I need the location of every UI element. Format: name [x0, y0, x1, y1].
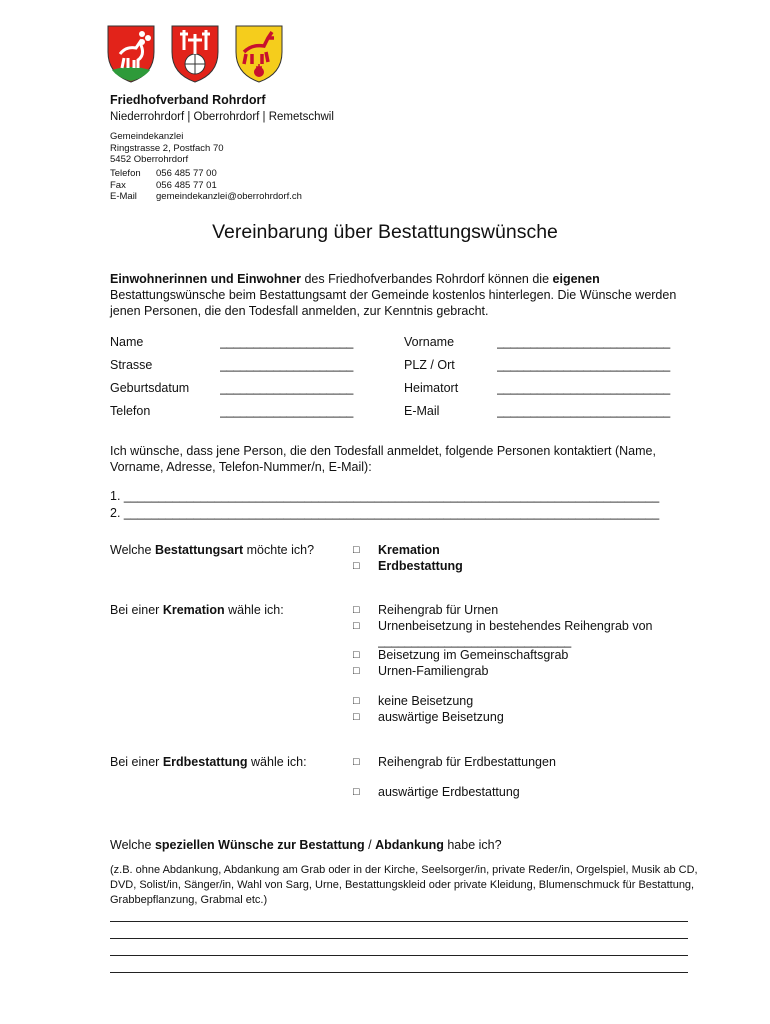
checkbox-gemeinschaftsgrab[interactable]: □	[353, 649, 360, 661]
question-bestattungsart	[110, 543, 314, 557]
contact-label: Fax	[110, 179, 126, 191]
question-text: Welche	[110, 543, 155, 557]
question-erdbestattung	[110, 755, 307, 769]
question-text: habe ich?	[443, 838, 502, 852]
question-kremation	[110, 603, 284, 617]
field-strasse[interactable]: ____________________	[220, 358, 354, 372]
checkbox-reihengrab-urnen[interactable]: □	[353, 604, 360, 616]
wishes-line-2[interactable]	[110, 938, 688, 939]
contact-label: E-Mail	[110, 191, 137, 203]
field-label-name: Name	[110, 335, 144, 349]
document-title: Vereinbarung über Bestattungswünsche	[212, 221, 558, 243]
field-label-telefon: Telefon	[110, 404, 151, 418]
field-label-geburtsdatum: Geburtsdatum	[110, 381, 190, 395]
option-reihengrab-erd: Reihengrab für Erdbestattungen	[378, 755, 556, 769]
question-bold: speziellen Wünsche zur Bestattung	[154, 838, 365, 852]
checkbox-reihengrab-erd[interactable]: □	[353, 756, 360, 768]
question-wishes	[110, 838, 502, 852]
wishes-note: (z.B. ohne Abdankung, Abdankung am Grab oder in der Kirche, Seelsorger/in, private Reder/in, Orgelspiel, Musik ab CD, DVD, Solist/in, Sänger/in, Wahl von Sarg, Urne, Bestattungskleid oder private Kleidung, Blumenschmuck für Bestattung, Grabbepflanzung, Grabmal etc.)	[110, 864, 698, 906]
address-line: Gemeindekanzlei	[110, 131, 184, 142]
address-line: Ringstrasse 2, Postfach 70	[110, 142, 224, 154]
option-auswaertige-erd: auswärtige Erdbestattung	[378, 785, 520, 799]
question-text: /	[364, 838, 376, 852]
option-urnenbeisetzung: Urnenbeisetzung in bestehendes Reihengrab von	[378, 619, 653, 633]
checkbox-urnenbeisetzung[interactable]: □	[353, 620, 360, 632]
crest-remetschwil-icon	[236, 26, 282, 82]
field-email[interactable]: __________________________	[497, 404, 670, 418]
question-text: Bei einer	[110, 603, 163, 617]
intro-text: Bestattungswünsche beim Bestattungsamt der Gemeinde kostenlos hinterlegen. Die Wünsche werden jenen Personen, die den Todesfall anmelden, zur Kenntnis gebracht.	[110, 288, 677, 318]
crest-niederrohrdorf-icon	[108, 26, 154, 82]
field-label-heimatort: Heimatort	[404, 381, 459, 395]
option-gemeinschaftsgrab: Beisetzung im Gemeinschaftsgrab	[378, 648, 569, 662]
question-bold: Abdankung	[375, 838, 444, 852]
intro-paragraph	[110, 271, 700, 319]
wishes-line-1[interactable]	[110, 921, 688, 922]
crest-oberrohrdorf-icon	[172, 26, 218, 82]
field-plz-ort[interactable]: __________________________	[497, 358, 670, 372]
org-subtitle: Niederrohrdorf | Oberrohrdorf | Remetschwil	[110, 111, 334, 123]
intro-text: des Friedhofverbandes Rohrdorf können die	[300, 272, 553, 286]
question-text: möchte ich?	[243, 543, 315, 557]
coats-of-arms	[106, 24, 286, 84]
option-erdbestattung: Erdbestattung	[378, 559, 463, 573]
contact-email[interactable]: gemeindekanzlei@oberrohrdorf.ch	[156, 191, 302, 203]
option-keine-beisetzung: keine Beisetzung	[378, 694, 474, 708]
contact-persons-paragraph: Ich wünsche, dass jene Person, die den Todesfall anmeldet, folgende Personen kontaktiert (Name, Vorname, Adresse, Telefon-Nummer/n, E-Mail):	[110, 444, 656, 474]
field-label-vorname: Vorname	[404, 335, 455, 349]
field-telefon[interactable]: ____________________	[220, 404, 354, 418]
field-label-email: E-Mail	[404, 404, 440, 418]
checkbox-auswaertige-erd[interactable]: □	[353, 786, 360, 798]
contact-value: 056 485 77 01	[156, 179, 217, 191]
option-auswaertige-beisetzung: auswärtige Beisetzung	[378, 710, 504, 724]
checkbox-keine-beisetzung[interactable]: □	[353, 695, 360, 707]
option-reihengrab-urnen: Reihengrab für Urnen	[378, 603, 499, 617]
checkbox-erdbestattung[interactable]: □	[353, 560, 360, 572]
question-text: wähle ich:	[247, 755, 307, 769]
contact-label: Telefon	[110, 168, 141, 179]
contact-person-line-2[interactable]: 2. _____________________________________________________________________________	[110, 506, 660, 520]
question-bold: Kremation	[162, 603, 225, 617]
question-text: wähle ich:	[224, 603, 284, 617]
address-line: 5452 Oberrohrdorf	[110, 154, 189, 166]
contact-block	[110, 168, 302, 203]
field-name[interactable]: ____________________	[220, 335, 354, 349]
question-bold: Bestattungsart	[154, 543, 244, 557]
contact-value: 056 485 77 00	[156, 168, 217, 179]
question-text: Welche	[110, 838, 155, 852]
field-heimatort[interactable]: __________________________	[497, 381, 670, 395]
address-block	[110, 131, 224, 166]
intro-bold: eigenen	[552, 272, 600, 286]
field-label-strasse: Strasse	[110, 358, 153, 372]
option-kremation: Kremation	[378, 543, 440, 557]
checkbox-auswaertige-beisetzung[interactable]: □	[353, 711, 360, 723]
field-label-plz-ort: PLZ / Ort	[404, 358, 455, 372]
wishes-line-4[interactable]	[110, 972, 688, 973]
intro-bold: Einwohnerinnen und Einwohner	[110, 272, 301, 286]
contact-person-line-1[interactable]: 1. _____________________________________________________________________________	[110, 489, 660, 503]
checkbox-kremation[interactable]: □	[353, 544, 360, 556]
field-vorname[interactable]: __________________________	[497, 335, 670, 349]
checkbox-urnen-familiengrab[interactable]: □	[353, 665, 360, 677]
org-name: Friedhofverband Rohrdorf	[110, 93, 266, 107]
question-bold: Erdbestattung	[162, 755, 248, 769]
field-reihengrab-von[interactable]: _____________________________	[378, 634, 571, 648]
question-text: Bei einer	[110, 755, 163, 769]
wishes-line-3[interactable]	[110, 955, 688, 956]
option-urnen-familiengrab: Urnen-Familiengrab	[378, 664, 489, 678]
field-geburtsdatum[interactable]: ____________________	[220, 381, 354, 395]
